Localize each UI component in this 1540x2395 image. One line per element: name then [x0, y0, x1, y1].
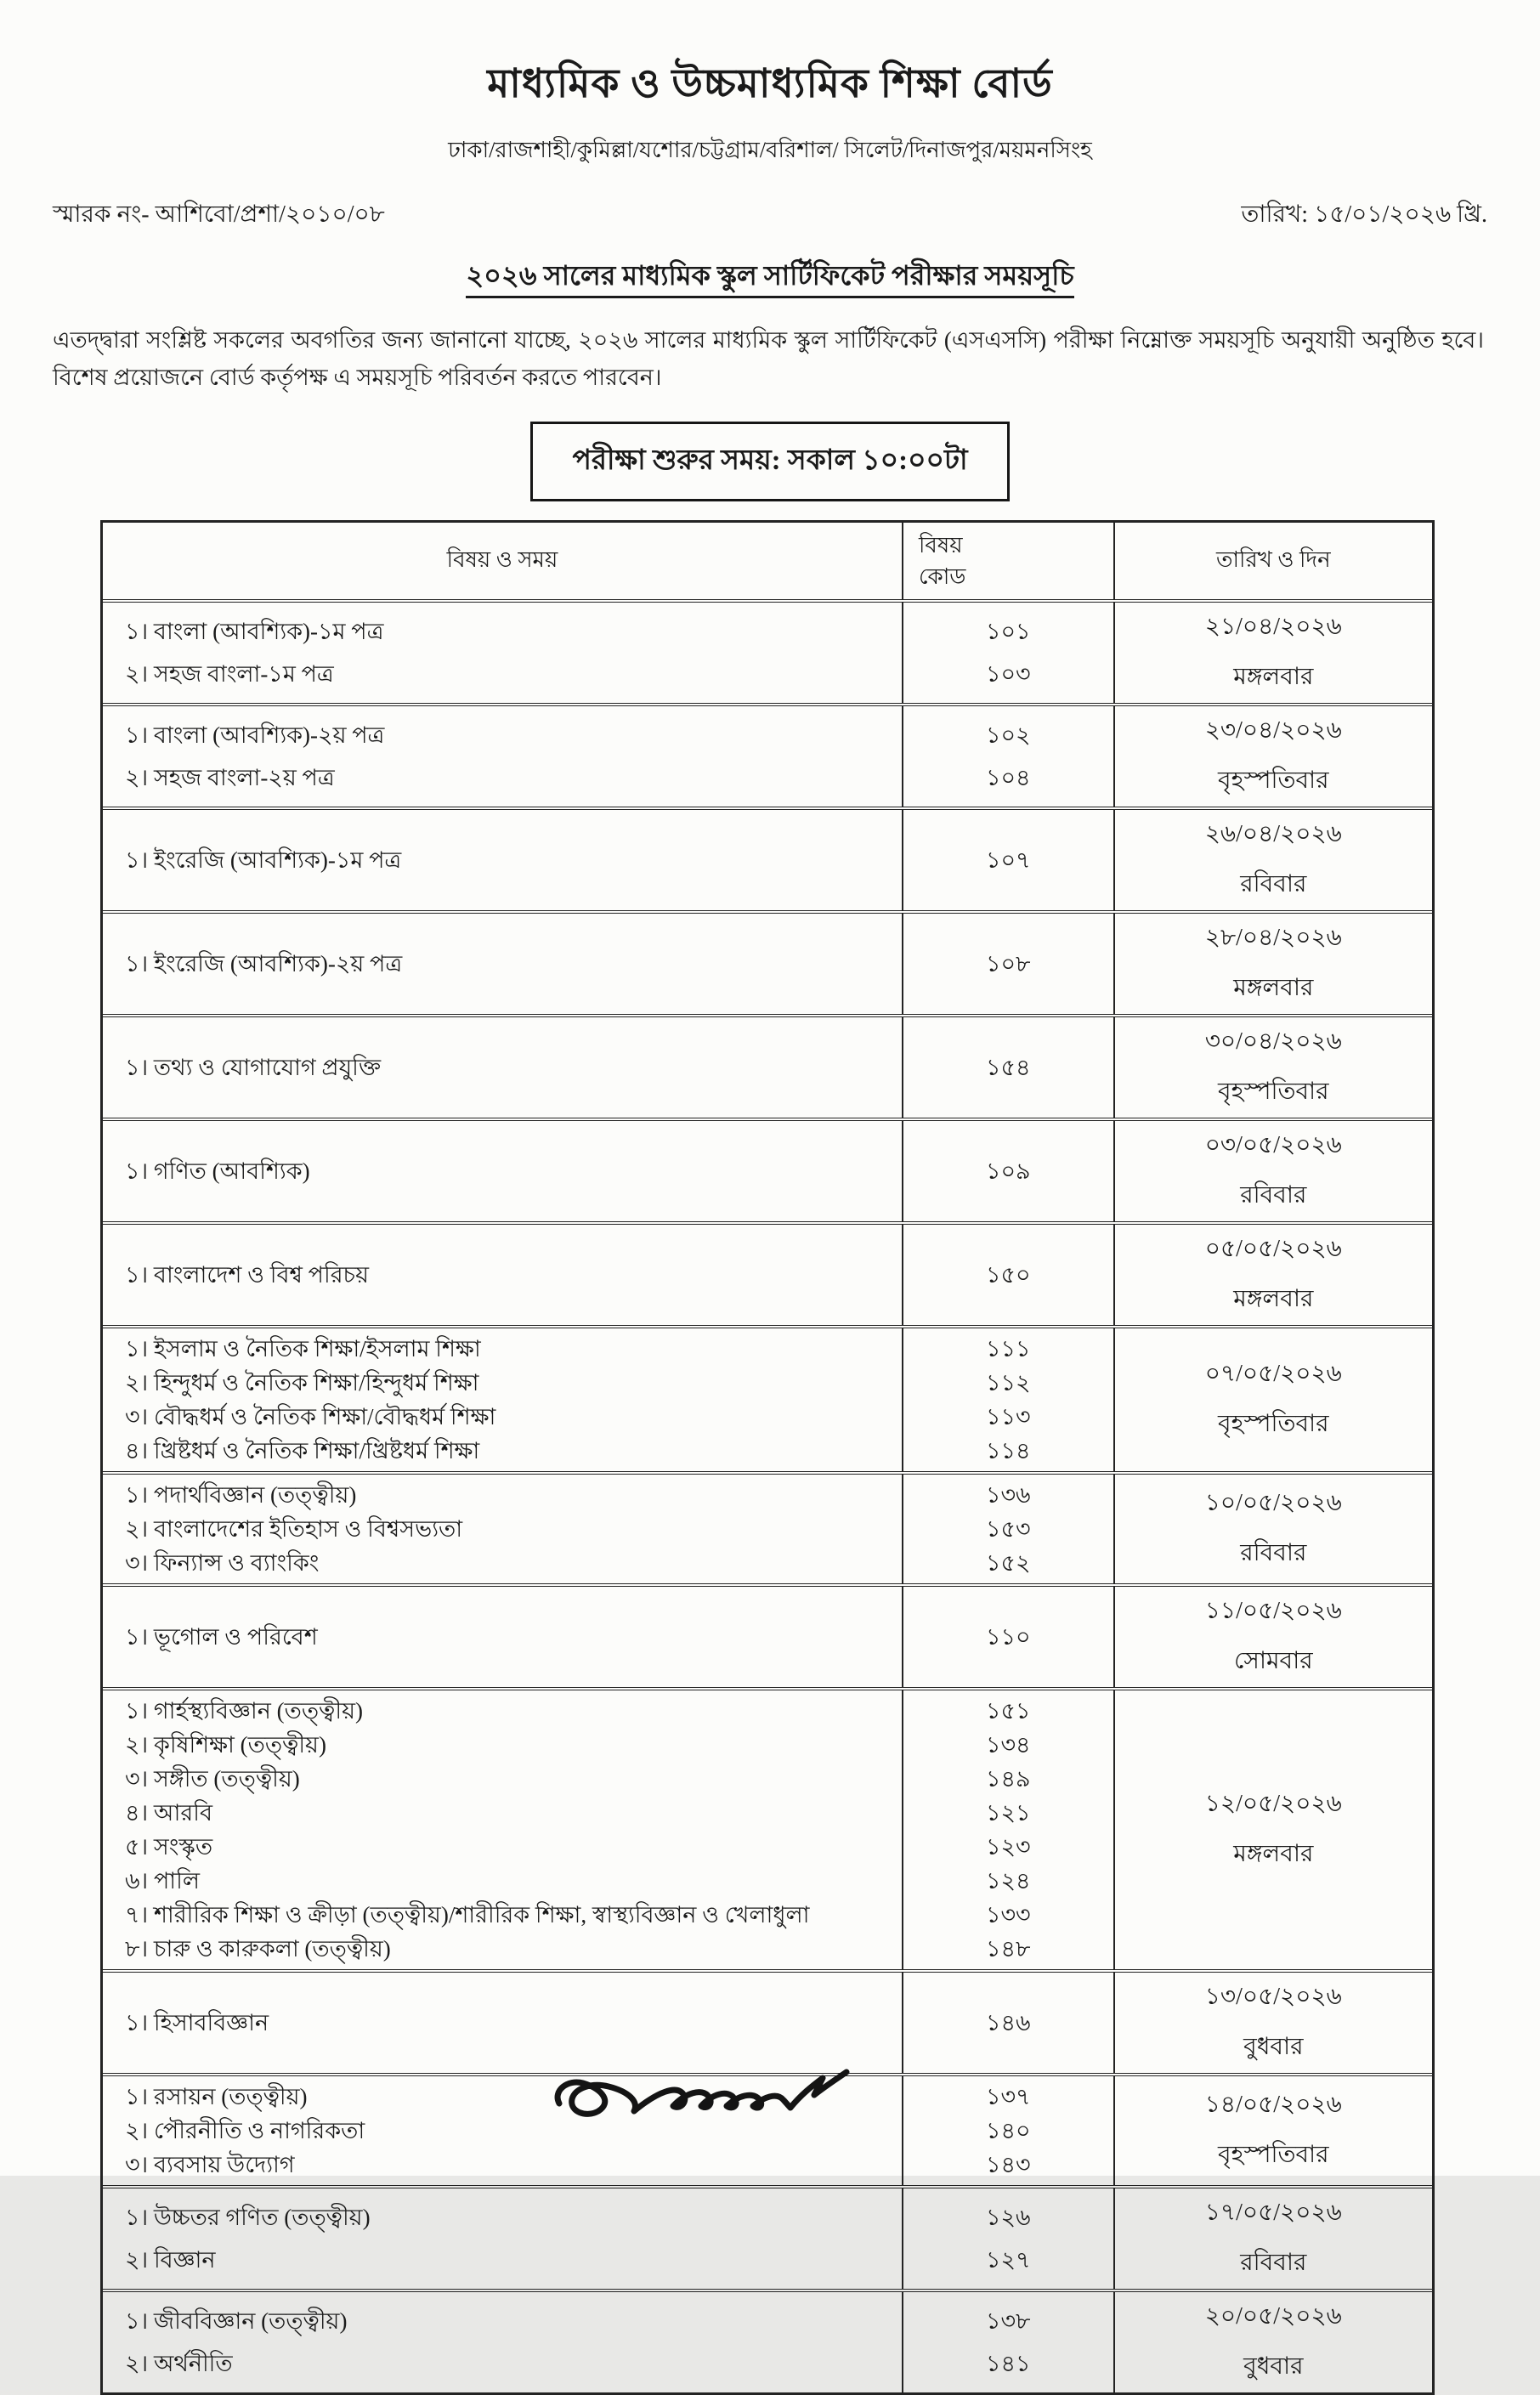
subject-line: ৩। ব্যবসায় উদ্যোগ	[125, 2152, 295, 2178]
exam-date: ২১/০৪/২০২৬	[1204, 614, 1342, 641]
exam-date: ১৩/০৫/২০২৬	[1204, 1984, 1342, 2011]
table-row	[103, 1221, 1432, 1325]
exam-date: ১৪/০৫/২০২৬	[1204, 2092, 1342, 2119]
subject-code: ১৪১	[986, 2351, 1031, 2377]
subject-code: ১০২	[985, 722, 1031, 749]
table-row	[103, 2185, 1432, 2289]
subject-code: ১০৩	[985, 661, 1031, 688]
exam-date: ০৫/০৫/২০২৬	[1204, 1236, 1342, 1263]
exam-day: বৃহস্পতিবার	[1218, 767, 1329, 795]
subject-line: ৮। চারু ও কারুকলা (তত্ত্বীয়)	[125, 1936, 391, 1962]
signature-icon	[551, 2057, 916, 2142]
exam-day: সোমবার	[1233, 1648, 1313, 1675]
memo-row	[53, 195, 1487, 235]
exam-date: ১২/০৫/২০২৬	[1204, 1791, 1342, 1818]
exam-day: বুধবার	[1243, 2353, 1304, 2381]
exam-day: রবিবার	[1240, 871, 1307, 898]
exam-date: ২৮/০৪/২০২৬	[1204, 925, 1342, 952]
subject-code: ১৫১	[986, 1698, 1031, 1724]
subject-line: ১। বাংলা (আবশ্যিক)-২য় পত্র	[125, 722, 385, 749]
subject-code: ১৩৪	[985, 1732, 1031, 1758]
subject-line: ৩। বৌদ্ধধর্ম ও নৈতিক শিক্ষা/বৌদ্ধধর্ম শিক্ষা	[125, 1404, 496, 1430]
subject-code: ১৪৩	[985, 2152, 1031, 2178]
subject-line: ১। ইংরেজি (আবশ্যিক)-২য় পত্র	[125, 951, 403, 977]
subject-code: ১০৭	[985, 847, 1031, 874]
subject-line: ৬। পালি	[125, 1868, 200, 1894]
subject-line: ১। গার্হস্থ্যবিজ্ঞান (তত্ত্বীয়)	[125, 1698, 363, 1724]
subject-line: ১। তথ্য ও যোগাযোগ প্রযুক্তি	[125, 1055, 382, 1081]
subject-code: ১০৪	[985, 765, 1031, 791]
table-header-row	[103, 523, 1432, 599]
table-row	[103, 807, 1432, 910]
subject-line: ১। ইংরেজি (আবশ্যিক)-১ম পত্র	[125, 847, 402, 874]
notice-body: এতদ্দ্বারা সংশ্লিষ্ট সকলের অবগতির জন্য জানানো যাচ্ছে, ২০২৬ সালের মাধ্যমিক স্কুল সার্টিফিকেট (এসএসসি) পরীক্ষা নিম্নোক্ত সময়সূচি অনুযায়ী অনুষ্ঠিত হবে। বিশেষ প্রয়োজনে বোর্ড কর্তৃপক্ষ এ সময়সূচি পরিবর্তন করতে পারবেন।	[53, 327, 1484, 390]
exam-date: ৩০/০৪/২০২৬	[1204, 1028, 1342, 1056]
subject-line: ২। অর্থনীতি	[125, 2351, 233, 2377]
boards-list-line: ঢাকা/রাজশাহী/কুমিল্লা/যশোর/চট্টগ্রাম/বরিশাল/ সিলেট/দিনাজপুর/ময়মনসিংহ	[448, 138, 1092, 162]
subject-code: ১২৬	[985, 2205, 1031, 2231]
table-row	[103, 1583, 1432, 1687]
subject-line: ৭। শারীরিক শিক্ষা ও ক্রীড়া (তত্ত্বীয়)/শারীরিক শিক্ষা, স্বাস্থ্যবিজ্ঞান ও খেলাধুলা	[125, 1902, 810, 1928]
issue-date: তারিখ: ১৫/০১/২০২৬ খ্রি.	[1241, 201, 1487, 228]
subject-line: ১। ভূগোল ও পরিবেশ	[125, 1624, 318, 1650]
subject-line: ৪। খ্রিষ্টধর্ম ও নৈতিক শিক্ষা/খ্রিষ্টধর্ম শিক্ষা	[125, 1438, 480, 1464]
subject-line: ৩। সঙ্গীত (তত্ত্বীয়)	[125, 1766, 300, 1792]
subject-line: ১। ইসলাম ও নৈতিক শিক্ষা/ইসলাম শিক্ষা	[125, 1336, 481, 1362]
exam-day: রবিবার	[1240, 1540, 1307, 1567]
subject-line: ২। সহজ বাংলা-১ম পত্র	[125, 661, 334, 688]
table-row	[103, 910, 1432, 1014]
subject-code: ১২৭	[985, 2247, 1031, 2273]
subject-code: ১৫৩	[985, 1516, 1031, 1543]
exam-date: ০৩/০৫/২০২৬	[1204, 1132, 1342, 1159]
exam-day: মঙ্গলবার	[1233, 975, 1314, 1002]
subject-code: ১১৪	[986, 1438, 1031, 1464]
signature-scribble	[551, 2057, 916, 2146]
subject-line: ২। বাংলাদেশের ইতিহাস ও বিশ্বসভ্যতা	[125, 1516, 463, 1543]
table-row	[103, 1118, 1432, 1221]
exam-day: রবিবার	[1240, 2250, 1307, 2277]
subject-line: ১। হিসাববিজ্ঞান	[125, 2010, 269, 2036]
exam-start-time-box: পরীক্ষা শুরুর সময়: সকাল ১০:০০টা	[530, 422, 1009, 501]
table-row	[103, 1687, 1432, 1969]
exam-day: রবিবার	[1240, 1182, 1307, 1209]
subject-code: ১৪০	[985, 2118, 1031, 2144]
exam-date: ২৬/০৪/২০২৬	[1204, 821, 1342, 848]
table-row	[103, 599, 1432, 703]
exam-date: ২৩/০৪/২০২৬	[1204, 717, 1342, 745]
subject-code: ১৪৮	[986, 1936, 1031, 1962]
exam-date: ০৭/০৫/২০২৬	[1204, 1361, 1342, 1388]
exam-date: ২০/০৫/২০২৬	[1204, 2303, 1342, 2330]
subject-code: ১০১	[985, 619, 1031, 645]
exam-day: মঙ্গলবার	[1233, 1286, 1314, 1313]
subject-line: ২। বিজ্ঞান	[125, 2247, 216, 2273]
subject-code: ১০৮	[985, 951, 1031, 977]
exam-day: বৃহস্পতিবার	[1218, 2142, 1329, 2169]
subject-code: ১২১	[985, 1800, 1031, 1826]
subject-line: ২। কৃষিশিক্ষা (তত্ত্বীয়)	[125, 1732, 326, 1758]
subject-code: ১২৩	[985, 1834, 1031, 1860]
subject-line: ৪। আরবি	[125, 1800, 213, 1826]
subject-code: ১০৯	[985, 1158, 1031, 1185]
subject-line: ১। রসায়ন (তত্ত্বীয়)	[125, 2084, 308, 2110]
exam-day: বৃহস্পতিবার	[1218, 1079, 1329, 1106]
exam-date: ১৭/০৫/২০২৬	[1204, 2200, 1342, 2227]
table-row	[103, 1471, 1432, 1583]
header-date-day: তারিখ ও দিন	[1113, 523, 1432, 599]
subject-line: ১। গণিত (আবশ্যিক)	[125, 1158, 310, 1185]
subject-code: ১১২	[985, 1370, 1031, 1396]
subject-code: ১৩৩	[985, 1902, 1031, 1928]
subject-line: ২। সহজ বাংলা-২য় পত্র	[125, 765, 335, 791]
subject-line: ১। পদার্থবিজ্ঞান (তত্ত্বীয়)	[125, 1482, 357, 1509]
header-subject-code: বিষয় কোড	[902, 523, 1113, 599]
table-row	[103, 2289, 1432, 2392]
notice-title: ২০২৬ সালের মাধ্যমিক স্কুল সার্টিফিকেট পরীক্ষার সময়সূচি	[0, 254, 1540, 300]
subject-line: ১। বাংলাদেশ ও বিশ্ব পরিচয়	[125, 1262, 370, 1288]
exam-day: বুধবার	[1243, 2034, 1304, 2061]
subject-line: ৩। ফিন্যান্স ও ব্যাংকিং	[125, 1550, 320, 1577]
subject-code: ১৩৬	[985, 1482, 1031, 1509]
table-row	[103, 1325, 1432, 1471]
table-row	[103, 703, 1432, 807]
subject-line: ৫। সংস্কৃত	[125, 1834, 213, 1860]
subject-code: ১১০	[985, 1624, 1031, 1650]
exam-date: ১০/০৫/২০২৬	[1204, 1490, 1342, 1517]
subject-code: ১৫৪	[986, 1055, 1031, 1081]
board-title: মাধ্যমিক ও উচ্চমাধ্যমিক শিক্ষা বোর্ড	[487, 62, 1053, 106]
subject-code: ১৪৯	[986, 1766, 1031, 1792]
subject-line: ১। উচ্চতর গণিত (তত্ত্বীয়)	[125, 2205, 371, 2231]
subject-code: ১১১	[986, 1336, 1031, 1362]
exam-day: বৃহস্পতিবার	[1218, 1411, 1329, 1438]
exam-day: মঙ্গলবার	[1233, 664, 1314, 691]
subject-line: ২। পৌরনীতি ও নাগরিকতা	[125, 2118, 365, 2144]
memo-number: স্মারক নং- আশিবো/প্রশা/২০১০/০৮	[53, 201, 385, 228]
subject-code: ১৩৮	[985, 2308, 1031, 2335]
subject-code: ১৩৭	[985, 2084, 1031, 2110]
subject-line: ১। বাংলা (আবশ্যিক)-১ম পত্র	[125, 619, 384, 645]
subject-code: ১৫২	[985, 1550, 1031, 1577]
subject-code: ১৫০	[985, 1262, 1031, 1288]
exam-date: ১১/০৫/২০২৬	[1204, 1598, 1342, 1625]
subject-line: ২। হিন্দুধর্ম ও নৈতিক শিক্ষা/হিন্দুধর্ম শিক্ষা	[125, 1370, 479, 1396]
subject-code: ১১৩	[985, 1404, 1031, 1430]
subject-code: ১৪৬	[985, 2010, 1031, 2036]
subject-line: ১। জীববিজ্ঞান (তত্ত্বীয়)	[125, 2308, 348, 2335]
header-subject: বিষয় ও সময়	[446, 547, 558, 573]
exam-day: মঙ্গলবার	[1233, 1841, 1314, 1868]
table-row	[103, 1014, 1432, 1118]
subject-code: ১২৪	[985, 1868, 1031, 1894]
